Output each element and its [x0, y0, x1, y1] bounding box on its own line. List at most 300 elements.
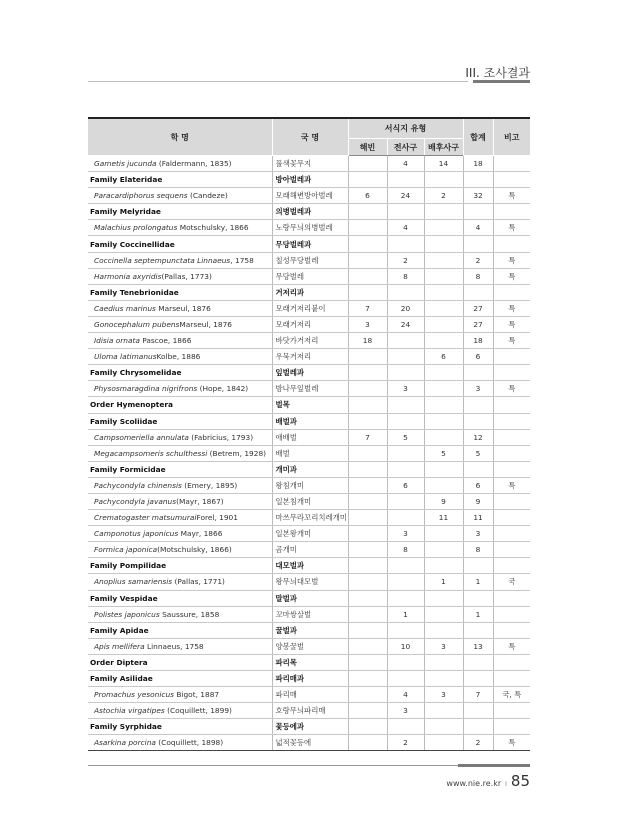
korean-name: 왕무늬대모벌	[272, 574, 348, 590]
count-backdune	[424, 703, 463, 719]
count-total: 3	[463, 381, 493, 397]
author-year: (Pallas, 1773)	[161, 271, 212, 281]
count-foredune: 3	[387, 703, 424, 719]
empty-cell	[463, 236, 493, 252]
count-beach	[348, 381, 387, 397]
count-foredune	[387, 333, 424, 349]
empty-cell	[424, 719, 463, 735]
species-row	[88, 703, 530, 719]
empty-cell	[348, 590, 387, 606]
species-row	[88, 445, 530, 461]
author-year: Bigot, 1887	[174, 690, 220, 700]
empty-cell	[493, 204, 530, 220]
author-year: (Coquillett, 1899)	[164, 706, 232, 716]
author-year: (Candeze)	[187, 191, 228, 201]
count-total: 3	[463, 526, 493, 542]
count-foredune: 24	[387, 188, 424, 204]
count-backdune: 9	[424, 493, 463, 509]
remark	[493, 429, 530, 445]
korean-name: 꼬마쌍살벌	[272, 606, 348, 622]
author-year: (Motschulsky, 1866)	[157, 545, 232, 555]
remark	[493, 526, 530, 542]
count-beach	[348, 542, 387, 558]
empty-cell	[387, 236, 424, 252]
scientific-name	[88, 349, 272, 365]
remark: 특	[493, 300, 530, 316]
count-beach: 7	[348, 429, 387, 445]
scientific-name	[88, 316, 272, 332]
empty-cell	[463, 397, 493, 413]
page-number: 85	[510, 772, 530, 790]
species-row	[88, 638, 530, 654]
empty-cell	[348, 413, 387, 429]
remark	[493, 606, 530, 622]
author-year: Forel, 1901	[196, 513, 238, 523]
empty-cell	[493, 622, 530, 638]
section-title: III. 조사결과	[465, 66, 530, 80]
taxon-group-name: Family Scoliidae	[88, 413, 272, 429]
remark	[493, 493, 530, 509]
empty-cell	[463, 365, 493, 381]
taxon-group-name: Family Apidae	[88, 622, 272, 638]
footer-rule	[88, 765, 388, 766]
count-foredune: 6	[387, 477, 424, 493]
header-remarks: 비고	[493, 118, 530, 156]
footer-rule	[388, 765, 458, 766]
taxon-group-name: Family Tenebrionidae	[88, 284, 272, 300]
species-row	[88, 300, 530, 316]
scientific-name	[88, 606, 272, 622]
genus-species: Physosmaragdina nigrifrons	[94, 384, 198, 394]
empty-cell	[424, 558, 463, 574]
author-year: (Pallas, 1771)	[172, 577, 225, 587]
korean-group-name: 거저리과	[272, 284, 348, 300]
count-total: 18	[463, 156, 493, 172]
remark	[493, 445, 530, 461]
empty-cell	[387, 654, 424, 670]
header-korean-name: 국 명	[272, 118, 348, 156]
author-year: Pascoe, 1866	[139, 336, 192, 346]
remark: 특	[493, 188, 530, 204]
empty-cell	[463, 284, 493, 300]
genus-species: Idisia ornata	[94, 336, 140, 346]
scientific-name	[88, 429, 272, 445]
page-footer	[446, 772, 530, 790]
count-backdune	[424, 526, 463, 542]
count-beach	[348, 445, 387, 461]
author-year: (Hope, 1842)	[197, 384, 249, 394]
scientific-name	[88, 574, 272, 590]
scientific-name	[88, 188, 272, 204]
count-backdune	[424, 429, 463, 445]
taxon-group-name: Family Elateridae	[88, 172, 272, 188]
count-beach	[348, 735, 387, 751]
taxon-group-row	[88, 413, 530, 429]
scientific-name	[88, 526, 272, 542]
header-beach: 해빈	[348, 139, 387, 156]
count-backdune	[424, 300, 463, 316]
scientific-name	[88, 493, 272, 509]
scientific-name	[88, 735, 272, 751]
taxon-group-name: Family Melyridae	[88, 204, 272, 220]
empty-cell	[463, 654, 493, 670]
genus-species: Polistes japonicus	[94, 609, 160, 619]
remark: 특	[493, 477, 530, 493]
empty-cell	[424, 622, 463, 638]
korean-group-name: 꿀벌과	[272, 622, 348, 638]
empty-cell	[387, 558, 424, 574]
genus-species: Gonocephalum pubens	[94, 319, 180, 329]
header-total: 합계	[463, 118, 493, 156]
empty-cell	[424, 172, 463, 188]
scientific-name	[88, 477, 272, 493]
count-total: 11	[463, 510, 493, 526]
genus-species: Malachius prolongatus	[94, 223, 178, 233]
count-beach: 6	[348, 188, 387, 204]
empty-cell	[387, 719, 424, 735]
author-year: (Coquillett, 1898)	[155, 738, 224, 748]
empty-cell	[424, 284, 463, 300]
korean-group-name: 파리목	[272, 654, 348, 670]
table-body	[88, 156, 530, 751]
scientific-name	[88, 687, 272, 703]
count-foredune	[387, 510, 424, 526]
species-row	[88, 268, 530, 284]
korean-name: 바닷가거저리	[272, 333, 348, 349]
count-total	[463, 703, 493, 719]
species-row	[88, 349, 530, 365]
empty-cell	[387, 413, 424, 429]
korean-name: 호랑무늬파리매	[272, 703, 348, 719]
genus-species: Formica japonica	[94, 545, 158, 555]
korean-name: 풀색꽃무지	[272, 156, 348, 172]
author-year: Marseul, 1876	[179, 319, 232, 329]
count-backdune	[424, 316, 463, 332]
species-row	[88, 493, 530, 509]
korean-name: 일본침개미	[272, 493, 348, 509]
count-total: 6	[463, 477, 493, 493]
count-backdune	[424, 268, 463, 284]
empty-cell	[493, 558, 530, 574]
count-backdune: 5	[424, 445, 463, 461]
taxon-group-row	[88, 622, 530, 638]
empty-cell	[424, 365, 463, 381]
korean-name: 일본왕개미	[272, 526, 348, 542]
genus-species: Coccinella septempunctata Linnaeus	[94, 255, 231, 265]
remark: 특	[493, 381, 530, 397]
remark: 특	[493, 333, 530, 349]
taxon-group-row	[88, 590, 530, 606]
count-beach: 7	[348, 300, 387, 316]
species-row	[88, 156, 530, 172]
remark: 특	[493, 735, 530, 751]
count-beach: 18	[348, 333, 387, 349]
author-year: Motschulsky, 1866	[177, 223, 249, 233]
count-beach	[348, 349, 387, 365]
count-total: 5	[463, 445, 493, 461]
count-foredune: 4	[387, 220, 424, 236]
count-foredune: 4	[387, 687, 424, 703]
taxon-group-row	[88, 671, 530, 687]
species-row	[88, 526, 530, 542]
empty-cell	[387, 590, 424, 606]
taxon-group-row	[88, 397, 530, 413]
count-total: 8	[463, 268, 493, 284]
remark: 특	[493, 252, 530, 268]
count-beach: 3	[348, 316, 387, 332]
empty-cell	[493, 671, 530, 687]
taxon-group-name: Order Diptera	[88, 654, 272, 670]
author-year: Mayr, 1866	[178, 529, 223, 539]
taxon-group-row	[88, 558, 530, 574]
empty-cell	[387, 284, 424, 300]
taxon-group-name: Family Chrysomelidae	[88, 365, 272, 381]
count-total: 9	[463, 493, 493, 509]
genus-species: Asarkina porcina	[94, 738, 156, 748]
count-total: 27	[463, 316, 493, 332]
header-rule	[88, 81, 300, 82]
count-total: 1	[463, 574, 493, 590]
count-foredune: 20	[387, 300, 424, 316]
species-row	[88, 574, 530, 590]
author-year: Marseul, 1876	[155, 303, 211, 313]
author-year: (Faldermann, 1835)	[156, 159, 232, 169]
taxon-group-name: Family Pompilidae	[88, 558, 272, 574]
empty-cell	[493, 590, 530, 606]
count-foredune: 4	[387, 156, 424, 172]
empty-cell	[348, 461, 387, 477]
empty-cell	[493, 719, 530, 735]
empty-cell	[387, 365, 424, 381]
taxon-group-row	[88, 719, 530, 735]
author-year: (Mayr, 1867)	[176, 497, 224, 507]
count-beach	[348, 687, 387, 703]
korean-name: 우묵거저리	[272, 349, 348, 365]
footer-accent-rule	[458, 764, 530, 767]
count-total: 4	[463, 220, 493, 236]
remark: 특	[493, 316, 530, 332]
count-total: 13	[463, 638, 493, 654]
species-row	[88, 381, 530, 397]
korean-group-name: 개미과	[272, 461, 348, 477]
author-year: , 1758	[230, 255, 254, 265]
korean-name: 모래해변방아벌레	[272, 188, 348, 204]
korean-name: 노랑무늬의병벌레	[272, 220, 348, 236]
species-row	[88, 510, 530, 526]
korean-group-name: 잎벌레과	[272, 365, 348, 381]
count-backdune: 6	[424, 349, 463, 365]
empty-cell	[463, 558, 493, 574]
species-row	[88, 542, 530, 558]
count-beach	[348, 156, 387, 172]
korean-name: 마쓰무라꼬리치레개미	[272, 510, 348, 526]
korean-name: 곰개미	[272, 542, 348, 558]
website-text: www.nie.re.kr	[446, 779, 502, 788]
korean-group-name: 방아벌레과	[272, 172, 348, 188]
taxon-group-name: Family Formicidae	[88, 461, 272, 477]
empty-cell	[348, 671, 387, 687]
korean-group-name: 의병벌레과	[272, 204, 348, 220]
taxon-group-row	[88, 654, 530, 670]
empty-cell	[493, 397, 530, 413]
scientific-name	[88, 510, 272, 526]
count-foredune	[387, 574, 424, 590]
header-foredune: 전사구	[387, 139, 424, 156]
empty-cell	[348, 654, 387, 670]
remark	[493, 349, 530, 365]
count-total: 7	[463, 687, 493, 703]
korean-group-name: 배벌과	[272, 413, 348, 429]
count-backdune: 11	[424, 510, 463, 526]
korean-group-name: 말벌과	[272, 590, 348, 606]
count-foredune	[387, 349, 424, 365]
count-total: 27	[463, 300, 493, 316]
empty-cell	[424, 654, 463, 670]
empty-cell	[463, 719, 493, 735]
remark	[493, 542, 530, 558]
empty-cell	[493, 461, 530, 477]
count-beach	[348, 703, 387, 719]
scientific-name	[88, 156, 272, 172]
count-backdune	[424, 735, 463, 751]
scientific-name	[88, 300, 272, 316]
count-beach	[348, 268, 387, 284]
species-row	[88, 188, 530, 204]
scientific-name	[88, 542, 272, 558]
author-year: Saussure, 1858	[159, 609, 220, 619]
author-year: (Betrem, 1928)	[207, 448, 267, 458]
taxon-group-name: Order Hymenoptera	[88, 397, 272, 413]
empty-cell	[493, 236, 530, 252]
korean-name: 양봉꿀벌	[272, 638, 348, 654]
empty-cell	[348, 558, 387, 574]
count-beach	[348, 493, 387, 509]
remark: 특	[493, 638, 530, 654]
empty-cell	[348, 204, 387, 220]
empty-cell	[387, 622, 424, 638]
species-row	[88, 252, 530, 268]
author-year: Linnaeus, 1758	[144, 641, 204, 651]
count-total: 6	[463, 349, 493, 365]
remark: 국	[493, 574, 530, 590]
genus-species: Caedius marinus	[94, 303, 156, 313]
count-beach	[348, 220, 387, 236]
species-table	[88, 117, 530, 751]
header-rule	[300, 81, 468, 82]
count-backdune: 3	[424, 638, 463, 654]
species-row	[88, 477, 530, 493]
count-backdune	[424, 220, 463, 236]
count-foredune: 24	[387, 316, 424, 332]
remark: 국, 특	[493, 687, 530, 703]
species-row	[88, 220, 530, 236]
genus-species: Campsomeriella annulata	[94, 432, 189, 442]
count-backdune	[424, 381, 463, 397]
taxon-group-row	[88, 172, 530, 188]
remark: 특	[493, 268, 530, 284]
taxon-group-row	[88, 365, 530, 381]
korean-name: 애배벌	[272, 429, 348, 445]
korean-group-name: 꽃등에과	[272, 719, 348, 735]
empty-cell	[463, 413, 493, 429]
empty-cell	[463, 590, 493, 606]
count-backdune	[424, 477, 463, 493]
empty-cell	[463, 461, 493, 477]
count-total: 2	[463, 735, 493, 751]
scientific-name	[88, 381, 272, 397]
empty-cell	[424, 461, 463, 477]
korean-group-name: 파리매과	[272, 671, 348, 687]
empty-cell	[493, 172, 530, 188]
genus-species: Pachycondyla chinensis	[94, 480, 182, 490]
empty-cell	[348, 719, 387, 735]
empty-cell	[463, 172, 493, 188]
korean-name: 왕침개미	[272, 477, 348, 493]
count-foredune: 8	[387, 268, 424, 284]
empty-cell	[387, 671, 424, 687]
korean-name: 모래거저리	[272, 316, 348, 332]
empty-cell	[463, 622, 493, 638]
species-row	[88, 429, 530, 445]
count-backdune	[424, 252, 463, 268]
count-backdune: 14	[424, 156, 463, 172]
empty-cell	[387, 397, 424, 413]
empty-cell	[387, 172, 424, 188]
korean-name: 무당벌레	[272, 268, 348, 284]
genus-species: Crematogaster matsumurai	[94, 513, 197, 523]
korean-name: 모래거저리붙이	[272, 300, 348, 316]
taxon-group-name: Family Asilidae	[88, 671, 272, 687]
count-foredune: 3	[387, 381, 424, 397]
korean-group-name: 벌목	[272, 397, 348, 413]
genus-species: Pachycondyla javanus	[94, 497, 177, 507]
scientific-name	[88, 445, 272, 461]
genus-species: Camponotus japonicus	[94, 529, 179, 539]
empty-cell	[424, 590, 463, 606]
empty-cell	[348, 622, 387, 638]
korean-name: 넓적꽃등에	[272, 735, 348, 751]
korean-name: 배벌	[272, 445, 348, 461]
count-foredune: 2	[387, 735, 424, 751]
empty-cell	[387, 461, 424, 477]
count-foredune: 10	[387, 638, 424, 654]
count-beach	[348, 526, 387, 542]
count-total: 1	[463, 606, 493, 622]
species-row	[88, 316, 530, 332]
count-foredune: 5	[387, 429, 424, 445]
count-beach	[348, 510, 387, 526]
empty-cell	[348, 236, 387, 252]
scientific-name	[88, 333, 272, 349]
korean-group-name: 대모벌과	[272, 558, 348, 574]
genus-species: Apis mellifera	[94, 641, 145, 651]
empty-cell	[463, 671, 493, 687]
count-total: 8	[463, 542, 493, 558]
species-row	[88, 735, 530, 751]
footer-separator: I	[505, 781, 507, 788]
scientific-name	[88, 703, 272, 719]
author-year: Kolbe, 1886	[156, 352, 201, 362]
korean-name: 칠성무당벌레	[272, 252, 348, 268]
taxon-group-row	[88, 204, 530, 220]
taxon-group-name: Family Syrphidae	[88, 719, 272, 735]
count-beach	[348, 638, 387, 654]
genus-species: Harmonia axyridis	[94, 271, 162, 281]
scientific-name	[88, 252, 272, 268]
count-backdune	[424, 542, 463, 558]
empty-cell	[463, 204, 493, 220]
empty-cell	[387, 204, 424, 220]
